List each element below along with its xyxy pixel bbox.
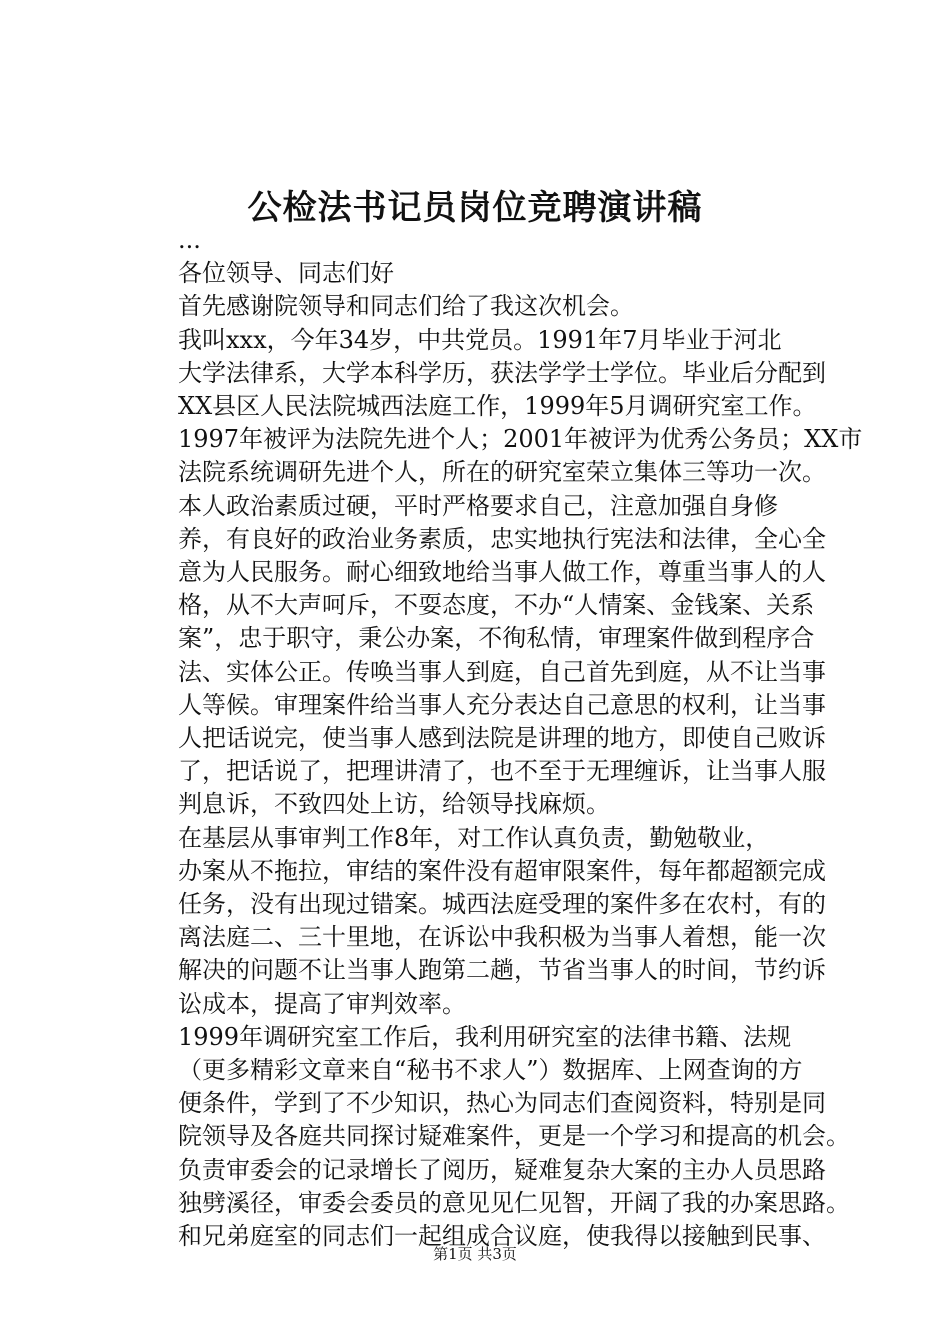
text-line: 法院系统调研先进个人，所在的研究室荣立集体三等功一次。 [178,458,826,487]
text-line: 法、实体公正。传唤当事人到庭，自己首先到庭，从不让当事 [178,657,826,686]
paragraph-quality [130,490,830,822]
ellipsis-line: ... [178,226,201,254]
text-line: 讼成本，提高了审判效率。 [178,989,466,1018]
text-line: 院领导及各庭共同探讨疑难案件，更是一个学习和提高的机会。 [178,1122,850,1151]
text-line: 了，把话说了，把理讲清了，也不至于无理缠诉，让当事人服 [178,757,826,786]
text-line: 判息诉，不致四处上访，给领导找麻烦。 [178,790,610,819]
text-line: 意为人民服务。耐心细致地给当事人做工作，尊重当事人的人 [178,558,826,587]
document-body [130,224,863,1253]
text-line: 在基层从事审判工作8年，对工作认真负责，勤勉敬业， [178,823,770,852]
paragraph-research-office [130,1021,850,1253]
text-line: 独劈溪径，审委会委员的意见见仁见智，开阔了我的办案思路。 [178,1188,850,1217]
text-line: 人等候。审理案件给当事人充分表达自己意思的权利，让当事 [178,690,826,719]
greeting: 各位领导、同志们好 [178,259,394,288]
text-line: 离法庭二、三十里地，在诉讼中我积极为当事人着想，能一次 [178,923,826,952]
text-line: （更多精彩文章来自“秘书不求人”）数据库、上网查询的方 [178,1056,803,1085]
text-line: 办案从不拖拉，审结的案件没有超审限案件，每年都超额完成 [178,856,826,885]
text-line: 我叫xxx，今年34岁，中共党员。1991年7月毕业于河北 [178,325,782,354]
page-number-footer: 第1页 共3页 [433,1245,517,1263]
text-line: 养，有良好的政治业务素质，忠实地执行宪法和法律，全心全 [178,524,826,553]
text-line: 格，从不大声呵斥，不耍态度，不办“人情案、金钱案、关系 [178,591,815,620]
text-line: 1997年被评为法院先进个人；2001年被评为优秀公务员；XX市 [178,425,863,454]
text-line: 本人政治素质过硬，平时严格要求自己，注意加强自身修 [178,491,778,520]
document-title: 公检法书记员岗位竞聘演讲稿 [247,188,703,228]
text-line: 大学法律系，大学本科学历，获法学学士学位。毕业后分配到 [178,358,826,387]
text-line: XX县区人民法院城西法庭工作，1999年5月调研究室工作。 [178,392,817,421]
text-line: 任务，没有出现过错案。城西法庭受理的案件多在农村，有的 [178,890,826,919]
text-line: 负责审委会的记录增长了阅历，疑难复杂大案的主办人员思路 [178,1155,826,1184]
text-line: 和兄弟庭室的同志们一起组成合议庭，使我得以接触到民事、 [178,1222,826,1251]
text-line: 案”，忠于职守，秉公办案，不徇私情，审理案件做到程序合 [178,624,815,653]
text-line: 人把话说完，使当事人感到法院是讲理的地方，即使自己败诉 [178,724,826,753]
text-line: 1999年调研究室工作后，我利用研究室的法律书籍、法规 [178,1022,792,1051]
paragraph-intro [130,324,863,490]
text-line: 便条件，学到了不少知识，热心为同志们查阅资料，特别是同 [178,1089,826,1118]
thanks-paragraph: 首先感谢院领导和同志们给了我这次机会。 [178,292,634,321]
text-line: 解决的问题不让当事人跑第二趟，节省当事人的时间，节约诉 [178,956,826,985]
paragraph-trial-work [130,822,830,1021]
